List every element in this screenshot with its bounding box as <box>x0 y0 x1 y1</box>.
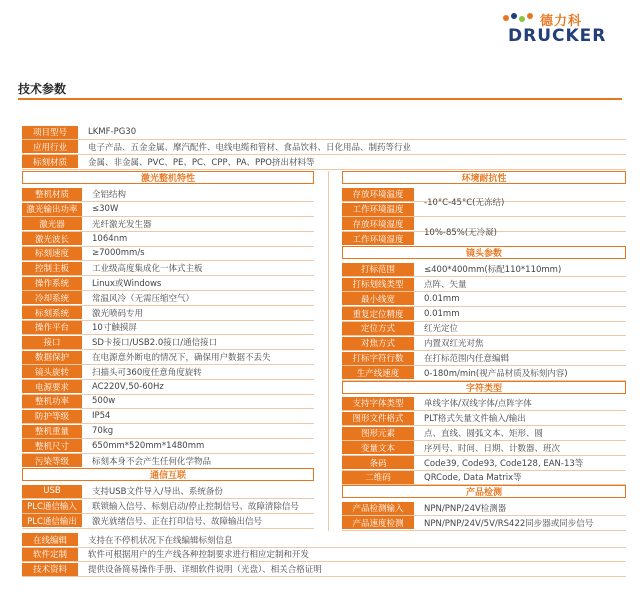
row-label: 产品检测输入 <box>342 502 414 515</box>
merged-value: -10°C-45°C(无冻结) <box>424 197 505 208</box>
row-label: 产品速度检测 <box>342 516 414 529</box>
row-label: 最小线宽 <box>342 292 414 305</box>
row-value: 光纤激光发生器 <box>92 219 152 230</box>
row-value: 支持在不停机状况下在线编辑标刻信息 <box>88 535 233 546</box>
column-divider <box>328 171 329 530</box>
spec-row <box>22 409 314 423</box>
spec-row <box>342 426 626 440</box>
logo-dots-icon <box>500 10 540 26</box>
row-value: 软件可根据用户的生产线各种控制要求进行相应定制和开发 <box>88 550 310 561</box>
spec-row <box>22 217 314 231</box>
row-label: 接口 <box>22 336 82 349</box>
spec-row <box>342 441 626 455</box>
spec-row <box>22 306 314 320</box>
row-value: ≤400*400mm(标配110*110mm) <box>424 265 562 276</box>
row-value: NPN/PNP/24V/5V/RS422同步器或同步信号 <box>424 518 594 529</box>
spec-row <box>22 155 626 169</box>
row-label: 标刻材质 <box>22 155 78 168</box>
section-header: 字符类型 <box>342 381 626 394</box>
spec-row <box>22 439 314 453</box>
row-value: 联锁输入信号、标刻启动/停止控制信号、故障清除信号 <box>92 502 299 512</box>
row-value: 点、直线、圆弧文本、矩形、圆 <box>424 429 544 439</box>
spec-row <box>22 246 314 260</box>
spec-row <box>342 501 626 515</box>
row-label: 标刻系统 <box>22 306 82 319</box>
spec-row <box>342 396 626 410</box>
row-value: 10寸触摸屏 <box>92 323 137 334</box>
spec-row <box>342 516 626 530</box>
row-label: 对焦方式 <box>342 337 414 350</box>
spec-row <box>342 456 626 470</box>
row-label: 防护等级 <box>22 410 82 423</box>
row-value: IP54 <box>92 411 111 422</box>
spec-row <box>342 277 626 291</box>
row-label: 整机材质 <box>22 188 82 201</box>
row-label: PLC通信输出 <box>22 514 82 527</box>
row-label: USB <box>22 485 82 498</box>
row-value: 常温风冷（无需压缩空气） <box>92 293 195 304</box>
row-label: 应用行业 <box>22 140 78 153</box>
row-value: 序列号、时间、日期、计数器、班次 <box>424 443 561 454</box>
row-label: 操作系统 <box>22 277 82 290</box>
logo-text-en: DRUCKER <box>508 26 607 46</box>
row-value: 在电源意外断电的情况下，确保用户数据不丢失 <box>92 353 271 363</box>
section-header: 产品检测 <box>342 485 626 498</box>
row-label: 项目型号 <box>22 126 78 139</box>
row-label: 条码 <box>342 456 414 469</box>
spec-row <box>22 547 626 561</box>
spec-row <box>342 366 626 380</box>
row-label: 二维码 <box>342 471 414 484</box>
row-label: 生产线速度 <box>342 366 414 379</box>
row-divider <box>22 528 314 529</box>
row-label: 打标划线类型 <box>342 278 414 291</box>
spec-row <box>342 292 626 306</box>
row-label: 冷却系统 <box>22 291 82 304</box>
section-header: 通信互联 <box>22 468 314 481</box>
logo-text-cn: 德力科 <box>540 14 583 29</box>
spec-row <box>22 394 314 408</box>
row-label: 操作平台 <box>22 321 82 334</box>
row-value: LKMF-PG30 <box>88 127 137 137</box>
spec-row <box>22 320 314 334</box>
spec-row <box>22 514 314 528</box>
row-value: 激光喷码专用 <box>92 308 144 319</box>
row-value: 0.01mm <box>424 308 460 319</box>
row-divider <box>22 169 626 170</box>
spec-row <box>22 202 314 216</box>
row-value: 0.01mm <box>424 293 460 304</box>
row-label: 污染等级 <box>22 454 82 467</box>
row-label: 工作环境湿度 <box>342 232 414 245</box>
row-value: 单线字体/双线字体/点阵字体 <box>424 399 532 410</box>
row-label: 支持字体类型 <box>342 397 414 410</box>
row-value: 工业级高度集成化一体式主板 <box>92 264 203 275</box>
row-label: 整机尺寸 <box>22 439 82 452</box>
spec-row <box>342 351 626 365</box>
brand-logo <box>500 8 630 48</box>
row-value: 电子产品、五金金属、摩汽配件、电线电缆和管材、食品饮料、日化用品、制药等行业 <box>88 142 412 153</box>
row-label: 激光输出功率 <box>22 203 82 216</box>
row-value: 在打标范围内任意编辑 <box>424 354 510 364</box>
row-value: PLT格式矢量文件输入/输出 <box>424 414 526 425</box>
merged-value: 10%-85%(无冷凝) <box>424 227 497 238</box>
row-value: 1064nm <box>92 233 128 244</box>
spec-row <box>22 350 314 364</box>
spec-row <box>22 365 314 379</box>
row-label: 定位方式 <box>342 322 414 335</box>
row-value: 金属、非金属、PVC、PE、PC、CPP、PA、PPO挤出材料等 <box>88 157 315 168</box>
spec-row <box>342 262 626 276</box>
spec-row <box>22 291 314 305</box>
row-label: PLC通信输入 <box>22 500 82 513</box>
row-value: 点阵、矢量 <box>424 280 467 290</box>
row-label: 打标范围 <box>342 263 414 276</box>
row-value: 500w <box>92 396 116 407</box>
spec-row <box>342 470 626 484</box>
row-label: 存放环境温度 <box>342 188 414 201</box>
row-label: 打标字符行数 <box>342 352 414 365</box>
row-label: 镜头旋转 <box>22 365 82 378</box>
row-value: AC220V,50-60Hz <box>92 381 164 392</box>
spec-row <box>22 424 314 438</box>
row-value: 标刻本身不会产生任何化学物品 <box>92 456 212 467</box>
row-label: 重复定位精度 <box>342 307 414 320</box>
row-value: 内置双红光对焦 <box>424 339 484 350</box>
row-label: 数据保护 <box>22 351 82 364</box>
row-label: 图形文件格式 <box>342 412 414 425</box>
row-divider <box>22 576 626 577</box>
row-label: 存放环境湿度 <box>342 217 414 230</box>
spec-row <box>22 261 314 275</box>
section-header: 激光整机特性 <box>22 171 314 184</box>
row-value: 70kg <box>92 426 114 436</box>
spec-row <box>22 187 314 201</box>
spec-row <box>22 140 626 154</box>
row-value: 0-180m/min(视产品材质及标刻内容) <box>424 368 568 379</box>
row-label: 整机功率 <box>22 395 82 408</box>
spec-row <box>22 380 314 394</box>
row-label: 控制主板 <box>22 262 82 275</box>
spec-row <box>22 484 314 498</box>
row-label: 在线编辑 <box>22 533 78 546</box>
row-value: ≥7000mm/s <box>92 248 145 259</box>
spec-row <box>342 336 626 350</box>
row-divider <box>342 530 626 531</box>
section-header: 镜头参数 <box>342 246 626 259</box>
row-value: 全铝结构 <box>92 190 127 201</box>
section-header: 环境耐抗性 <box>342 171 626 184</box>
row-value: 红光定位 <box>424 324 459 335</box>
row-value: NPN/PNP/24V检测器 <box>424 504 507 514</box>
spec-row <box>22 533 626 547</box>
row-value: 支持USB文件导入/导出、系统备份 <box>92 487 223 498</box>
row-label: 整机重量 <box>22 425 82 438</box>
row-value: Linux或Windows <box>92 279 162 289</box>
row-label: 技术资料 <box>22 563 78 576</box>
row-value: 650mm*520mm*1480mm <box>92 440 205 451</box>
row-value: ≤30W <box>92 204 119 214</box>
row-label: 激光波长 <box>22 232 82 245</box>
page-title: 技术参数 <box>18 82 67 96</box>
spec-row <box>22 232 314 246</box>
spec-row <box>22 125 626 139</box>
title-divider <box>18 98 622 100</box>
spec-row <box>342 411 626 425</box>
row-label: 标刻速度 <box>22 247 82 260</box>
row-value: 提供设备简易操作手册、详细软件说明（光盘）、相关合格证明 <box>88 565 322 576</box>
spec-row <box>342 307 626 321</box>
spec-row <box>22 499 314 513</box>
row-value: 扫描头可360度任意角度旋转 <box>92 367 202 378</box>
spec-row <box>22 454 314 468</box>
row-value: 激光就绪信号、正在打印信号、故障输出信号 <box>92 516 263 527</box>
row-label: 图形元素 <box>342 427 414 440</box>
row-value: SD卡接口/USB2.0接口/通信接口 <box>92 338 218 349</box>
row-label: 工作环境温度 <box>342 203 414 216</box>
row-value: Code39, Code93, Code128, EAN-13等 <box>424 458 584 469</box>
spec-row <box>22 562 626 576</box>
row-label: 变量文本 <box>342 441 414 454</box>
spec-row <box>22 276 314 290</box>
row-label: 软件定制 <box>22 548 78 561</box>
spec-row <box>22 335 314 349</box>
row-label: 激光器 <box>22 217 82 230</box>
row-value: QRCode, Data Matrix等 <box>424 473 522 484</box>
row-label: 电源要求 <box>22 380 82 393</box>
spec-row <box>342 321 626 335</box>
